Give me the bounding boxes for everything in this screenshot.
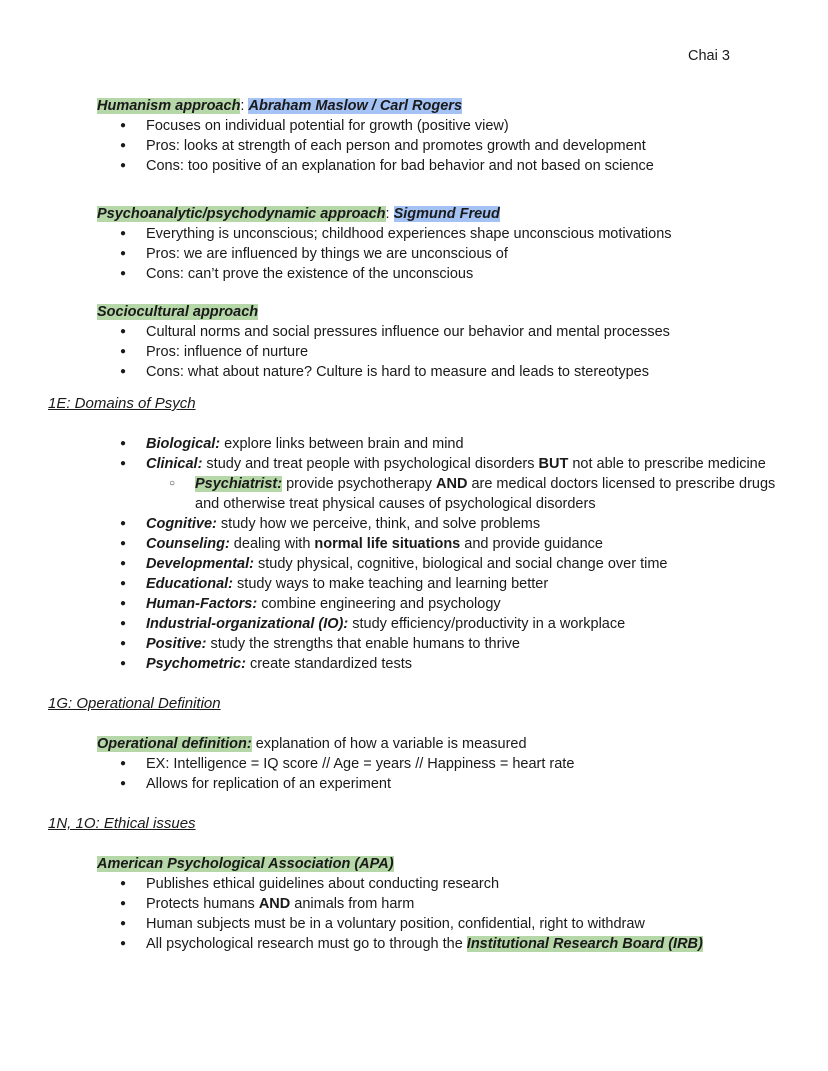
list-item: ● Everything is unconscious; childhood experiences shape unconscious motivations xyxy=(48,224,788,244)
list-item: ● Pros: influence of nurture xyxy=(48,342,788,362)
ethics-bullets xyxy=(48,874,788,954)
list-item: ● EX: Intelligence = IQ score // Age = years // Happiness = heart rate xyxy=(48,754,788,774)
list-item-developmental: ● Developmental: study physical, cognitive, biological and social change over time xyxy=(48,554,788,574)
list-item: ● Publishes ethical guidelines about conducting research xyxy=(48,874,788,894)
page-number: Chai 3 xyxy=(688,48,730,64)
operational-definition: Operational definition: explanation of how a variable is measured xyxy=(97,736,527,752)
notes-content xyxy=(48,96,788,954)
operational-bullets xyxy=(48,754,788,794)
list-item: ● Allows for replication of an experiment xyxy=(48,774,788,794)
list-item-psychometric: ● Psychometric: create standardized tests xyxy=(48,654,788,674)
list-item: ● Pros: looks at strength of each person and promotes growth and development xyxy=(48,136,788,156)
list-item: ● All psychological research must go to through the Institutional Research Board (IRB) xyxy=(48,934,788,954)
section-heading-ethics: 1N, 1O: Ethical issues xyxy=(48,815,196,832)
list-item: ● Focuses on individual potential for growth (positive view) xyxy=(48,116,788,136)
list-item: ● Cultural norms and social pressures influence our behavior and mental processes xyxy=(48,322,788,342)
section-heading-domains: 1E: Domains of Psych xyxy=(48,395,196,412)
humanism-title: Humanism approach: Abraham Maslow / Carl Rogers xyxy=(97,98,463,114)
list-item: ● Cons: what about nature? Culture is hard to measure and leads to stereotypes xyxy=(48,362,788,382)
psychoanalytic-section xyxy=(48,204,788,284)
psychoanalytic-title: Psychoanalytic/psychodynamic approach: Sigmund Freud xyxy=(97,206,500,222)
humanism-bullets xyxy=(48,116,788,176)
psychoanalytic-bullets xyxy=(48,224,788,284)
apa-title: American Psychological Association (APA) xyxy=(97,856,394,872)
sociocultural-section xyxy=(48,302,788,382)
list-item-clinical: ● Clinical: study and treat people with psychological disorders BUT not able to prescribe medicine ○ Psychiatrist: provide psychotherapy AND are medical doctors licensed to prescribe drugs and otherwise treat physical causes of psychological disorders xyxy=(48,454,788,514)
list-item: ● Protects humans AND animals from harm xyxy=(48,894,788,914)
list-item: ● Human subjects must be in a voluntary position, confidential, right to withdraw xyxy=(48,914,788,934)
domains-bullets xyxy=(48,434,788,674)
section-heading-operational: 1G: Operational Definition xyxy=(48,695,221,712)
list-item-counseling: ● Counseling: dealing with normal life situations and provide guidance xyxy=(48,534,788,554)
list-item-human-factors: ● Human-Factors: combine engineering and psychology xyxy=(48,594,788,614)
list-item-educational: ● Educational: study ways to make teaching and learning better xyxy=(48,574,788,594)
domains-section xyxy=(48,394,788,674)
sociocultural-bullets xyxy=(48,322,788,382)
list-item-psychiatrist: ○ Psychiatrist: provide psychotherapy AND are medical doctors licensed to prescribe drugs and otherwise treat physical causes of psychological disorders xyxy=(48,474,788,514)
operational-section xyxy=(48,694,788,794)
list-item-cognitive: ● Cognitive: study how we perceive, think, and solve problems xyxy=(48,514,788,534)
sociocultural-title: Sociocultural approach xyxy=(97,304,259,320)
ethics-section xyxy=(48,814,788,954)
list-item: ● Cons: can’t prove the existence of the unconscious xyxy=(48,264,788,284)
clinical-sub-bullets xyxy=(48,474,788,514)
list-item: ● Pros: we are influenced by things we are unconscious of xyxy=(48,244,788,264)
humanism-section xyxy=(48,96,788,176)
list-item: ● Cons: too positive of an explanation for bad behavior and not based on science xyxy=(48,156,788,176)
list-item-industrial-organizational: ● Industrial-organizational (IO): study efficiency/productivity in a workplace xyxy=(48,614,788,634)
list-item-positive: ● Positive: study the strengths that enable humans to thrive xyxy=(48,634,788,654)
list-item-biological: ● Biological: explore links between brain and mind xyxy=(48,434,788,454)
